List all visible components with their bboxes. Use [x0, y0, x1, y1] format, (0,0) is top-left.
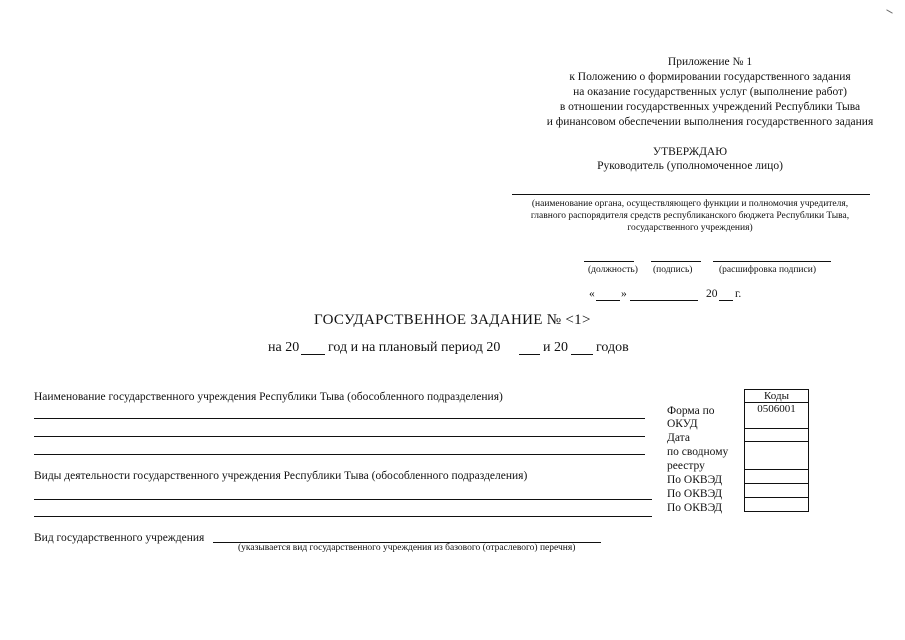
institution-name-label: Наименование государственного учреждения Республики Тыва (обособленного подразделения) — [34, 391, 503, 403]
year-suffix: г. — [735, 288, 742, 300]
approval-role: Руководитель (уполномоченное лицо) — [597, 160, 783, 172]
okved-cell-3[interactable] — [745, 498, 809, 512]
appendix-line: к Положению о формировании государственного задания — [569, 71, 851, 83]
okved-label-1: По ОКВЭД — [667, 474, 723, 486]
date-close-quote: » — [621, 288, 627, 300]
period-text-1: на 20 — [268, 340, 300, 355]
codes-table — [744, 389, 809, 512]
date-open-quote: « — [589, 288, 595, 300]
okved-cell-1[interactable] — [745, 470, 809, 484]
decoding-caption: (расшифровка подписи) — [719, 265, 816, 275]
period-year-line[interactable] — [301, 354, 325, 355]
institution-name-line-3[interactable] — [34, 454, 645, 455]
appendix-title: Приложение № 1 — [667, 56, 753, 68]
year-prefix: 20 — [706, 288, 718, 300]
codes-header: Коды — [745, 390, 809, 403]
appendix-line: на оказание государственных услуг (выполнение работ) — [573, 86, 847, 98]
appendix-line: в отношении государственных учреждений Республики Тыва — [559, 101, 861, 113]
organ-caption-line: главного распорядителя средств республиканского бюджета Республики Тыва, — [530, 211, 850, 221]
day-line[interactable] — [596, 300, 620, 301]
month-line[interactable] — [630, 300, 698, 301]
period-text-3: и 20 — [543, 340, 568, 355]
appendix-line: и финансовом обеспечении выполнения государственного задания — [546, 116, 874, 128]
okved-label-3: По ОКВЭД — [667, 502, 723, 514]
date-label-2: по сводному — [667, 446, 729, 458]
period-text-4: годов — [596, 340, 629, 355]
date-label-3: реестру — [667, 460, 705, 472]
organ-caption-line: государственного учреждения) — [627, 223, 753, 233]
date-cell-top[interactable] — [745, 429, 809, 442]
signature-line[interactable] — [651, 261, 701, 262]
planned-year-1-line[interactable] — [519, 354, 540, 355]
registry-cell[interactable] — [745, 442, 809, 470]
signature-caption: (подпись) — [653, 265, 693, 275]
activity-label: Виды деятельности государственного учреждения Республики Тыва (обособленного подразделения) — [34, 470, 528, 482]
institution-type-label: Вид государственного учреждения — [34, 532, 205, 544]
organ-caption-line: (наименование органа, осуществляющего функции и полномочия учредителя, — [531, 199, 849, 209]
organ-caption — [500, 198, 880, 234]
appendix-header — [480, 55, 905, 130]
decoding-line[interactable] — [713, 261, 831, 262]
position-caption: (должность) — [588, 265, 638, 275]
activity-line-1[interactable] — [34, 499, 652, 500]
institution-name-line-1[interactable] — [34, 418, 645, 419]
okud-code-cell[interactable]: 0506001 — [745, 403, 809, 429]
approval-title: УТВЕРЖДАЮ — [652, 146, 728, 158]
period-text-2: год и на плановый период 20 — [328, 340, 501, 355]
institution-name-line-2[interactable] — [34, 436, 645, 437]
institution-type-caption: (указывается вид государственного учреждения из базового (отраслевого) перечня) — [238, 543, 576, 553]
okud-label-2: ОКУД — [667, 418, 698, 430]
okved-label-2: По ОКВЭД — [667, 488, 723, 500]
scan-mark — [886, 9, 893, 13]
document-title: ГОСУДАРСТВЕННОЕ ЗАДАНИЕ № <1> — [314, 312, 591, 328]
okved-cell-2[interactable] — [745, 484, 809, 498]
date-label-1: Дата — [667, 432, 690, 444]
year-line[interactable] — [719, 300, 733, 301]
organ-name-line[interactable] — [512, 194, 870, 195]
activity-line-2[interactable] — [34, 516, 652, 517]
okud-label-1: Форма по — [667, 405, 715, 417]
planned-year-2-line[interactable] — [571, 354, 593, 355]
position-line[interactable] — [584, 261, 634, 262]
